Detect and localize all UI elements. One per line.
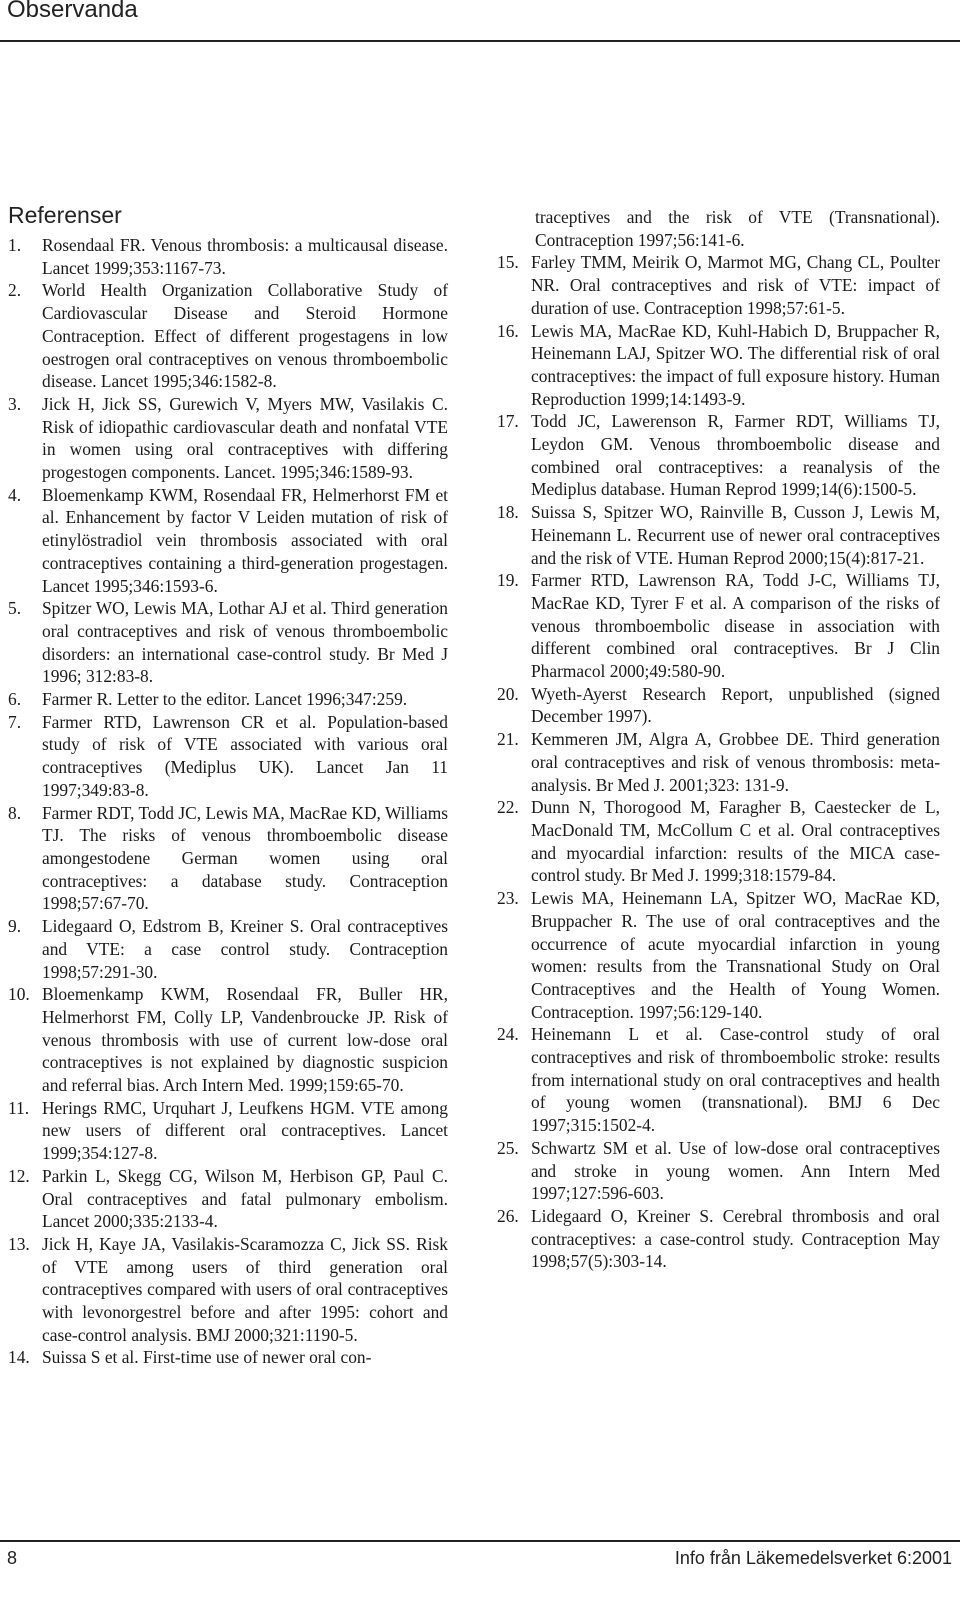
reference-number: 3. bbox=[8, 393, 22, 414]
reference-text: Suissa S, Spitzer WO, Rainville B, Cusson J, Lewis M, Heinemann L. Recurrent use of newer oral contraceptives and the risk of VTE. Human Reprod 2000;15(4):817-21. bbox=[531, 502, 940, 568]
reference-number: 12. bbox=[8, 1165, 30, 1186]
footer-source: Info från Läkemedelsverket 6:2001 bbox=[674, 1548, 952, 1568]
reference-text: World Health Organization Collaborative Study of Cardiovascular Disease and Steroid Hormone Contraception. Effect of different progestagens in low oestrogen oral contraceptives on venous thromboembolic disease. Lancet 1995;346:1582-8. bbox=[42, 280, 448, 392]
reference-item bbox=[8, 1233, 448, 1347]
reference-item bbox=[8, 983, 448, 1097]
reference-number: 16. bbox=[497, 320, 519, 341]
reference-number: 1. bbox=[8, 235, 22, 255]
reference-item bbox=[497, 1023, 940, 1137]
section-title: Referenser bbox=[8, 202, 122, 228]
reference-item bbox=[497, 796, 940, 887]
reference-text: Spitzer WO, Lewis MA, Lothar AJ et al. Third generation oral contraceptives and risk of venous thromboembolic disorders: an international case-control study. Br Med J 1996; 312:83-8. bbox=[42, 598, 448, 687]
reference-item bbox=[8, 711, 448, 802]
reference-text: Schwartz SM et al. Use of low-dose oral contraceptives and stroke in young women. Ann Intern Med 1997;127:596-603. bbox=[531, 1137, 940, 1204]
reference-number: 2. bbox=[8, 280, 22, 301]
reference-text: Heinemann L et al. Case-control study of oral contraceptives and risk of thromboembolic stroke: results from international study on oral contraceptives and health of young women (transnational). BMJ 6 Dec 1997;315:1502-4. bbox=[531, 1024, 940, 1136]
reference-text: Suissa S et al. First-time use of newer oral con- bbox=[42, 1347, 372, 1368]
reference-number: 14. bbox=[8, 1347, 30, 1368]
reference-item bbox=[8, 279, 448, 393]
reference-number: 19. bbox=[497, 570, 519, 591]
reference-number: 22. bbox=[497, 797, 519, 818]
reference-item bbox=[8, 484, 448, 598]
reference-text: Rosendaal FR. Venous thrombosis: a multicausal disease. Lancet 1999;353:1167-73. bbox=[42, 235, 448, 278]
reference-number: 6. bbox=[8, 689, 22, 710]
reference-item bbox=[8, 1346, 448, 1369]
reference-item bbox=[8, 597, 448, 688]
page-header-title: Observanda bbox=[7, 0, 138, 23]
reference-number: 13. bbox=[8, 1233, 30, 1254]
reference-number: 7. bbox=[8, 711, 22, 732]
reference-14-continuation: traceptives and the risk of VTE (Transnational). Contraception 1997;56:141-6. bbox=[535, 207, 940, 250]
reference-text: Farmer RDT, Todd JC, Lewis MA, MacRae KD, Williams TJ. The risks of venous thromboembolic disease amongestodene German women using oral contraceptives: a database study. Contraception 1998;57:67-70. bbox=[42, 802, 448, 914]
reference-text: Lewis MA, MacRae KD, Kuhl-Habich D, Bruppacher R, Heinemann LAJ, Spitzer WO. The differential risk of oral contraceptives: the impact of full exposure history. Human Reproduction 1999;14:1493-9. bbox=[531, 320, 940, 409]
reference-text: Lewis MA, Heinemann LA, Spitzer WO, MacRae KD, Bruppacher R. The use of oral contraceptives and the occurrence of acute myocardial infarction in young women: results from the Transnational Study on Oral Contraceptives and the Health of Young Women. Contraception. 1997;56:129-140. bbox=[531, 888, 940, 1022]
reference-number: 26. bbox=[497, 1205, 519, 1226]
reference-number: 5. bbox=[8, 598, 22, 619]
reference-text: Todd JC, Lawerenson R, Farmer RDT, Williams TJ, Leydon GM. Venous thromboembolic disease and combined oral contraceptives: a reanalysis of the Mediplus database. Human Reprod 1999;14(6):1500-5. bbox=[531, 411, 940, 500]
reference-item bbox=[8, 915, 448, 983]
reference-text: Jick H, Kaye JA, Vasilakis-Scaramozza C, Jick SS. Risk of VTE among users of third generation oral contraceptives compared with users of oral contraceptives with levonorgestrel before and after 1995: cohort and case-control analysis. BMJ 2000;321:1190-5. bbox=[42, 1233, 448, 1345]
reference-item bbox=[8, 1165, 448, 1233]
reference-text: Kemmeren JM, Algra A, Grobbee DE. Third generation oral contraceptives and risk of venous thrombosis: meta-analysis. Br Med J. 2001;323: 131-9. bbox=[531, 729, 940, 795]
reference-item bbox=[497, 320, 940, 411]
reference-text: Herings RMC, Urquhart J, Leufkens HGM. VTE among new users of different oral contraceptives. Lancet 1999;354:127-8. bbox=[42, 1097, 448, 1164]
reference-item bbox=[8, 393, 448, 484]
reference-number: 18. bbox=[497, 502, 519, 523]
reference-text: Farmer R. Letter to the editor. Lancet 1996;347:259. bbox=[42, 689, 408, 710]
reference-item bbox=[8, 1097, 448, 1165]
reference-item bbox=[497, 410, 940, 501]
footer-divider bbox=[0, 1540, 960, 1542]
reference-item bbox=[497, 569, 940, 683]
page-number: 8 bbox=[7, 1548, 18, 1568]
reference-number: 15. bbox=[497, 252, 519, 273]
reference-item bbox=[8, 234, 448, 279]
reference-number: 8. bbox=[8, 802, 22, 823]
reference-item bbox=[497, 683, 940, 728]
reference-number: 4. bbox=[8, 484, 22, 505]
reference-number: 17. bbox=[497, 411, 519, 432]
reference-number: 20. bbox=[497, 683, 519, 704]
reference-text: Lidegaard O, Kreiner S. Cerebral thrombosis and oral contraceptives: a case-control study. Contraception May 1998;57(5):303-14. bbox=[531, 1205, 940, 1272]
references-left-column bbox=[8, 234, 448, 1369]
reference-item bbox=[497, 1205, 940, 1273]
reference-text: Farley TMM, Meirik O, Marmot MG, Chang CL, Poulter NR. Oral contraceptives and risk of VTE: impact of duration of use. Contraception 1998;57:61-5. bbox=[531, 252, 940, 318]
reference-item bbox=[8, 688, 448, 711]
reference-text: Wyeth-Ayerst Research Report, unpublished (signed December 1997). bbox=[531, 683, 940, 727]
reference-number: 9. bbox=[8, 916, 22, 937]
reference-text: Bloemenkamp KWM, Rosendaal FR, Helmerhorst FM et al. Enhancement by factor V Leiden mutation of risk of etinylöstradiol vein thrombosis associated with oral contraceptives containing a third-generation progestagen. Lancet 1995;346:1593-6. bbox=[42, 484, 448, 596]
reference-number: 10. bbox=[8, 984, 30, 1005]
reference-item bbox=[497, 251, 940, 319]
reference-item bbox=[497, 501, 940, 569]
reference-text: Farmer RTD, Lawrenson CR et al. Population-based study of risk of VTE associated with various oral contraceptives (Mediplus UK). Lancet Jan 11 1997;349:83-8. bbox=[42, 711, 448, 800]
reference-text: Dunn N, Thorogood M, Faragher B, Caestecker de L, MacDonald TM, McCollum C et al. Oral contraceptives and myocardial infarction: results of the MICA case-control study. Br Med J. 1999;318:1579-84. bbox=[531, 797, 940, 886]
reference-item bbox=[497, 728, 940, 796]
header-divider bbox=[0, 40, 960, 42]
reference-number: 25. bbox=[497, 1137, 519, 1158]
reference-text: Lidegaard O, Edstrom B, Kreiner S. Oral contraceptives and VTE: a case control study. Contraception 1998;57:291-30. bbox=[42, 916, 448, 982]
reference-number: 23. bbox=[497, 888, 519, 909]
reference-text: Bloemenkamp KWM, Rosendaal FR, Buller HR, Helmerhorst FM, Colly LP, Vandenbroucke JP. Risk of venous thrombosis with use of current low-dose oral contraceptives is not explained by diagnostic suspicion and referral bias. Arch Intern Med. 1999;159:65-70. bbox=[42, 984, 448, 1096]
reference-item bbox=[497, 887, 940, 1023]
reference-number: 21. bbox=[497, 729, 519, 750]
reference-item bbox=[8, 802, 448, 916]
reference-item bbox=[497, 1137, 940, 1205]
reference-number: 24. bbox=[497, 1024, 519, 1045]
reference-text: Jick H, Jick SS, Gurewich V, Myers MW, Vasilakis C. Risk of idiopathic cardiovascular death and nonfatal VTE in women using oral contraceptives with differing progestogen components. Lancet. 1995;346:1589-93. bbox=[42, 393, 448, 483]
reference-text: Farmer RTD, Lawrenson RA, Todd J-C, Williams TJ, MacRae KD, Tyrer F et al. A comparison of the risks of venous thromboembolic disease in association with different combined oral contraceptives. Br J Clin Pharmacol 2000;49:580-90. bbox=[531, 570, 940, 682]
reference-text: Parkin L, Skegg CG, Wilson M, Herbison GP, Paul C. Oral contraceptives and fatal pulmonary embolism. Lancet 2000;335:2133-4. bbox=[42, 1165, 448, 1232]
references-right-column bbox=[497, 206, 940, 1273]
reference-number: 11. bbox=[8, 1097, 30, 1118]
